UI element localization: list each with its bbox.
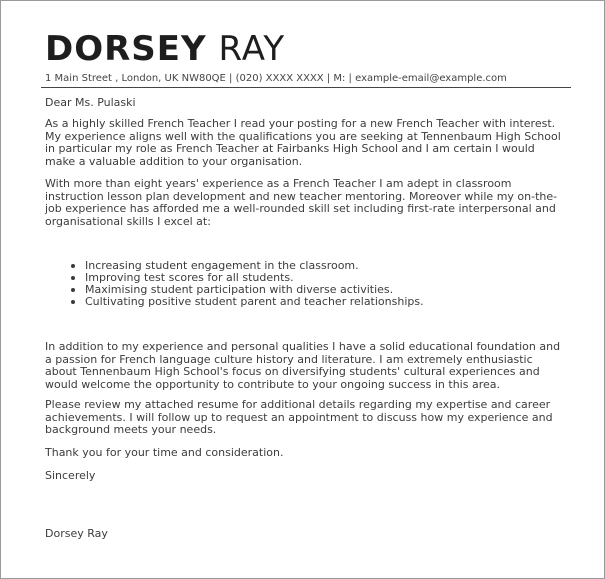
bullet-icon: [71, 300, 75, 304]
signature-name: Dorsey Ray: [45, 527, 108, 540]
list-item-text: Improving test scores for all students.: [85, 271, 294, 284]
list-item-text: Increasing student engagement in the classroom.: [85, 259, 359, 272]
skills-list: [63, 260, 533, 308]
thanks-line: Thank you for your time and consideration.: [45, 446, 284, 459]
list-item: [63, 296, 533, 308]
contact-line: 1 Main Street , London, UK NW80QE | (020) XXXX XXXX | M: | example-email@example.com: [45, 73, 507, 84]
list-item-text: Maximising student participation with diverse activities.: [85, 283, 394, 296]
closing: Sincerely: [45, 469, 96, 482]
paragraph-follow-up: [45, 399, 565, 437]
last-name: RAY: [218, 29, 286, 69]
paragraph-education: [45, 341, 565, 391]
paragraph-experience: [45, 178, 565, 228]
paragraph-intro-text: As a highly skilled French Teacher I read your posting for a new French Teacher with interest. My experience aligns well with the qualifications you are seeking at Tennenbaum High School in particular my role as French Teacher at Fairbanks High School and I am certain I would make a valuable addition to your organisation.: [45, 117, 561, 168]
bullet-icon: [71, 264, 75, 268]
list-item-text: Cultivating positive student parent and teacher relationships.: [85, 295, 424, 308]
paragraph-follow-up-text: Please review my attached resume for additional details regarding my expertise and career achievements. I will follow up to request an appointment to discuss how my experience and background meets your needs.: [45, 398, 553, 436]
bullet-icon: [71, 288, 75, 292]
paragraph-education-text: In addition to my experience and personal qualities I have a solid educational foundation and a passion for French language culture history and literature. I am extremely enthusiastic about Tennenbaum High School's focus on diversifying students' cultural experiences and would welcome the opportunity to contribute to your ongoing success in this area.: [45, 340, 561, 391]
paragraph-intro: [45, 118, 565, 168]
header-divider: [41, 87, 571, 88]
applicant-name-header: [45, 29, 285, 69]
paragraph-experience-text: With more than eight years' experience as a French Teacher I am adept in classroom instruction lesson plan development and new teacher mentoring. Moreover while my on-the-job experience has afforded me a well-rounded skill set including first-rate interpersonal and organisational skills I excel at:: [45, 177, 558, 228]
salutation: Dear Ms. Pulaski: [45, 96, 136, 109]
bullet-icon: [71, 276, 75, 280]
first-name: DORSEY: [45, 29, 207, 69]
